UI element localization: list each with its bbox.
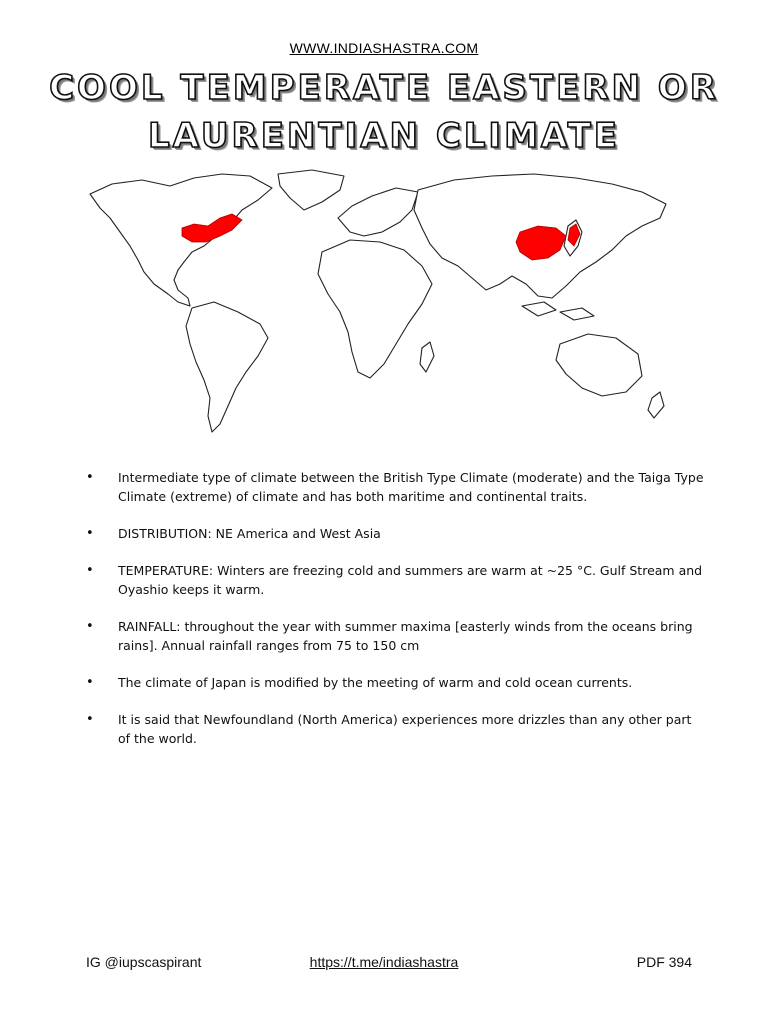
new-zealand-landmass <box>648 392 664 418</box>
telegram-link[interactable]: https://t.me/indiashastra <box>309 954 459 970</box>
australia-landmass <box>556 334 642 396</box>
indonesia-landmass <box>522 302 594 320</box>
instagram-handle: IG @iupscaspirant <box>86 954 202 970</box>
madagascar-landmass <box>420 342 434 372</box>
europe-landmass <box>338 188 418 236</box>
title-line-1: COOL TEMPERATE EASTERN OR <box>49 68 719 108</box>
south-america-landmass <box>186 302 268 432</box>
page-title <box>0 64 768 160</box>
page-number: PDF 394 <box>636 954 692 970</box>
bullet-item: • DISTRIBUTION: NE America and West Asia <box>84 524 704 543</box>
bullet-item: • The climate of Japan is modified by the meeting of warm and cold ocean currents. <box>84 673 704 692</box>
greenland-landmass <box>278 170 344 210</box>
site-link[interactable]: WWW.INDIASHASTRA.COM <box>289 40 479 56</box>
world-map <box>82 166 690 438</box>
bullet-item: • TEMPERATURE: Winters are freezing cold and summers are warm at ~25 °C. Gulf Stream and Oyashio keeps it warm. <box>84 561 704 599</box>
bullet-item: • RAINFALL: throughout the year with summer maxima [easterly winds from the oceans bring rains]. Annual rainfall ranges from 75 to 150 cm <box>84 617 704 655</box>
bullet-item: • Intermediate type of climate between the British Type Climate (moderate) and the Taiga Type Climate (extreme) of climate and has both maritime and continental traits. <box>84 468 704 506</box>
africa-landmass <box>318 240 432 378</box>
title-line-2: LAURENTIAN CLIMATE <box>147 116 621 156</box>
bullet-item: • It is said that Newfoundland (North America) experiences more drizzles than any other part of the world. <box>84 710 704 748</box>
north-america-landmass <box>90 174 272 306</box>
bullet-list <box>84 468 704 766</box>
